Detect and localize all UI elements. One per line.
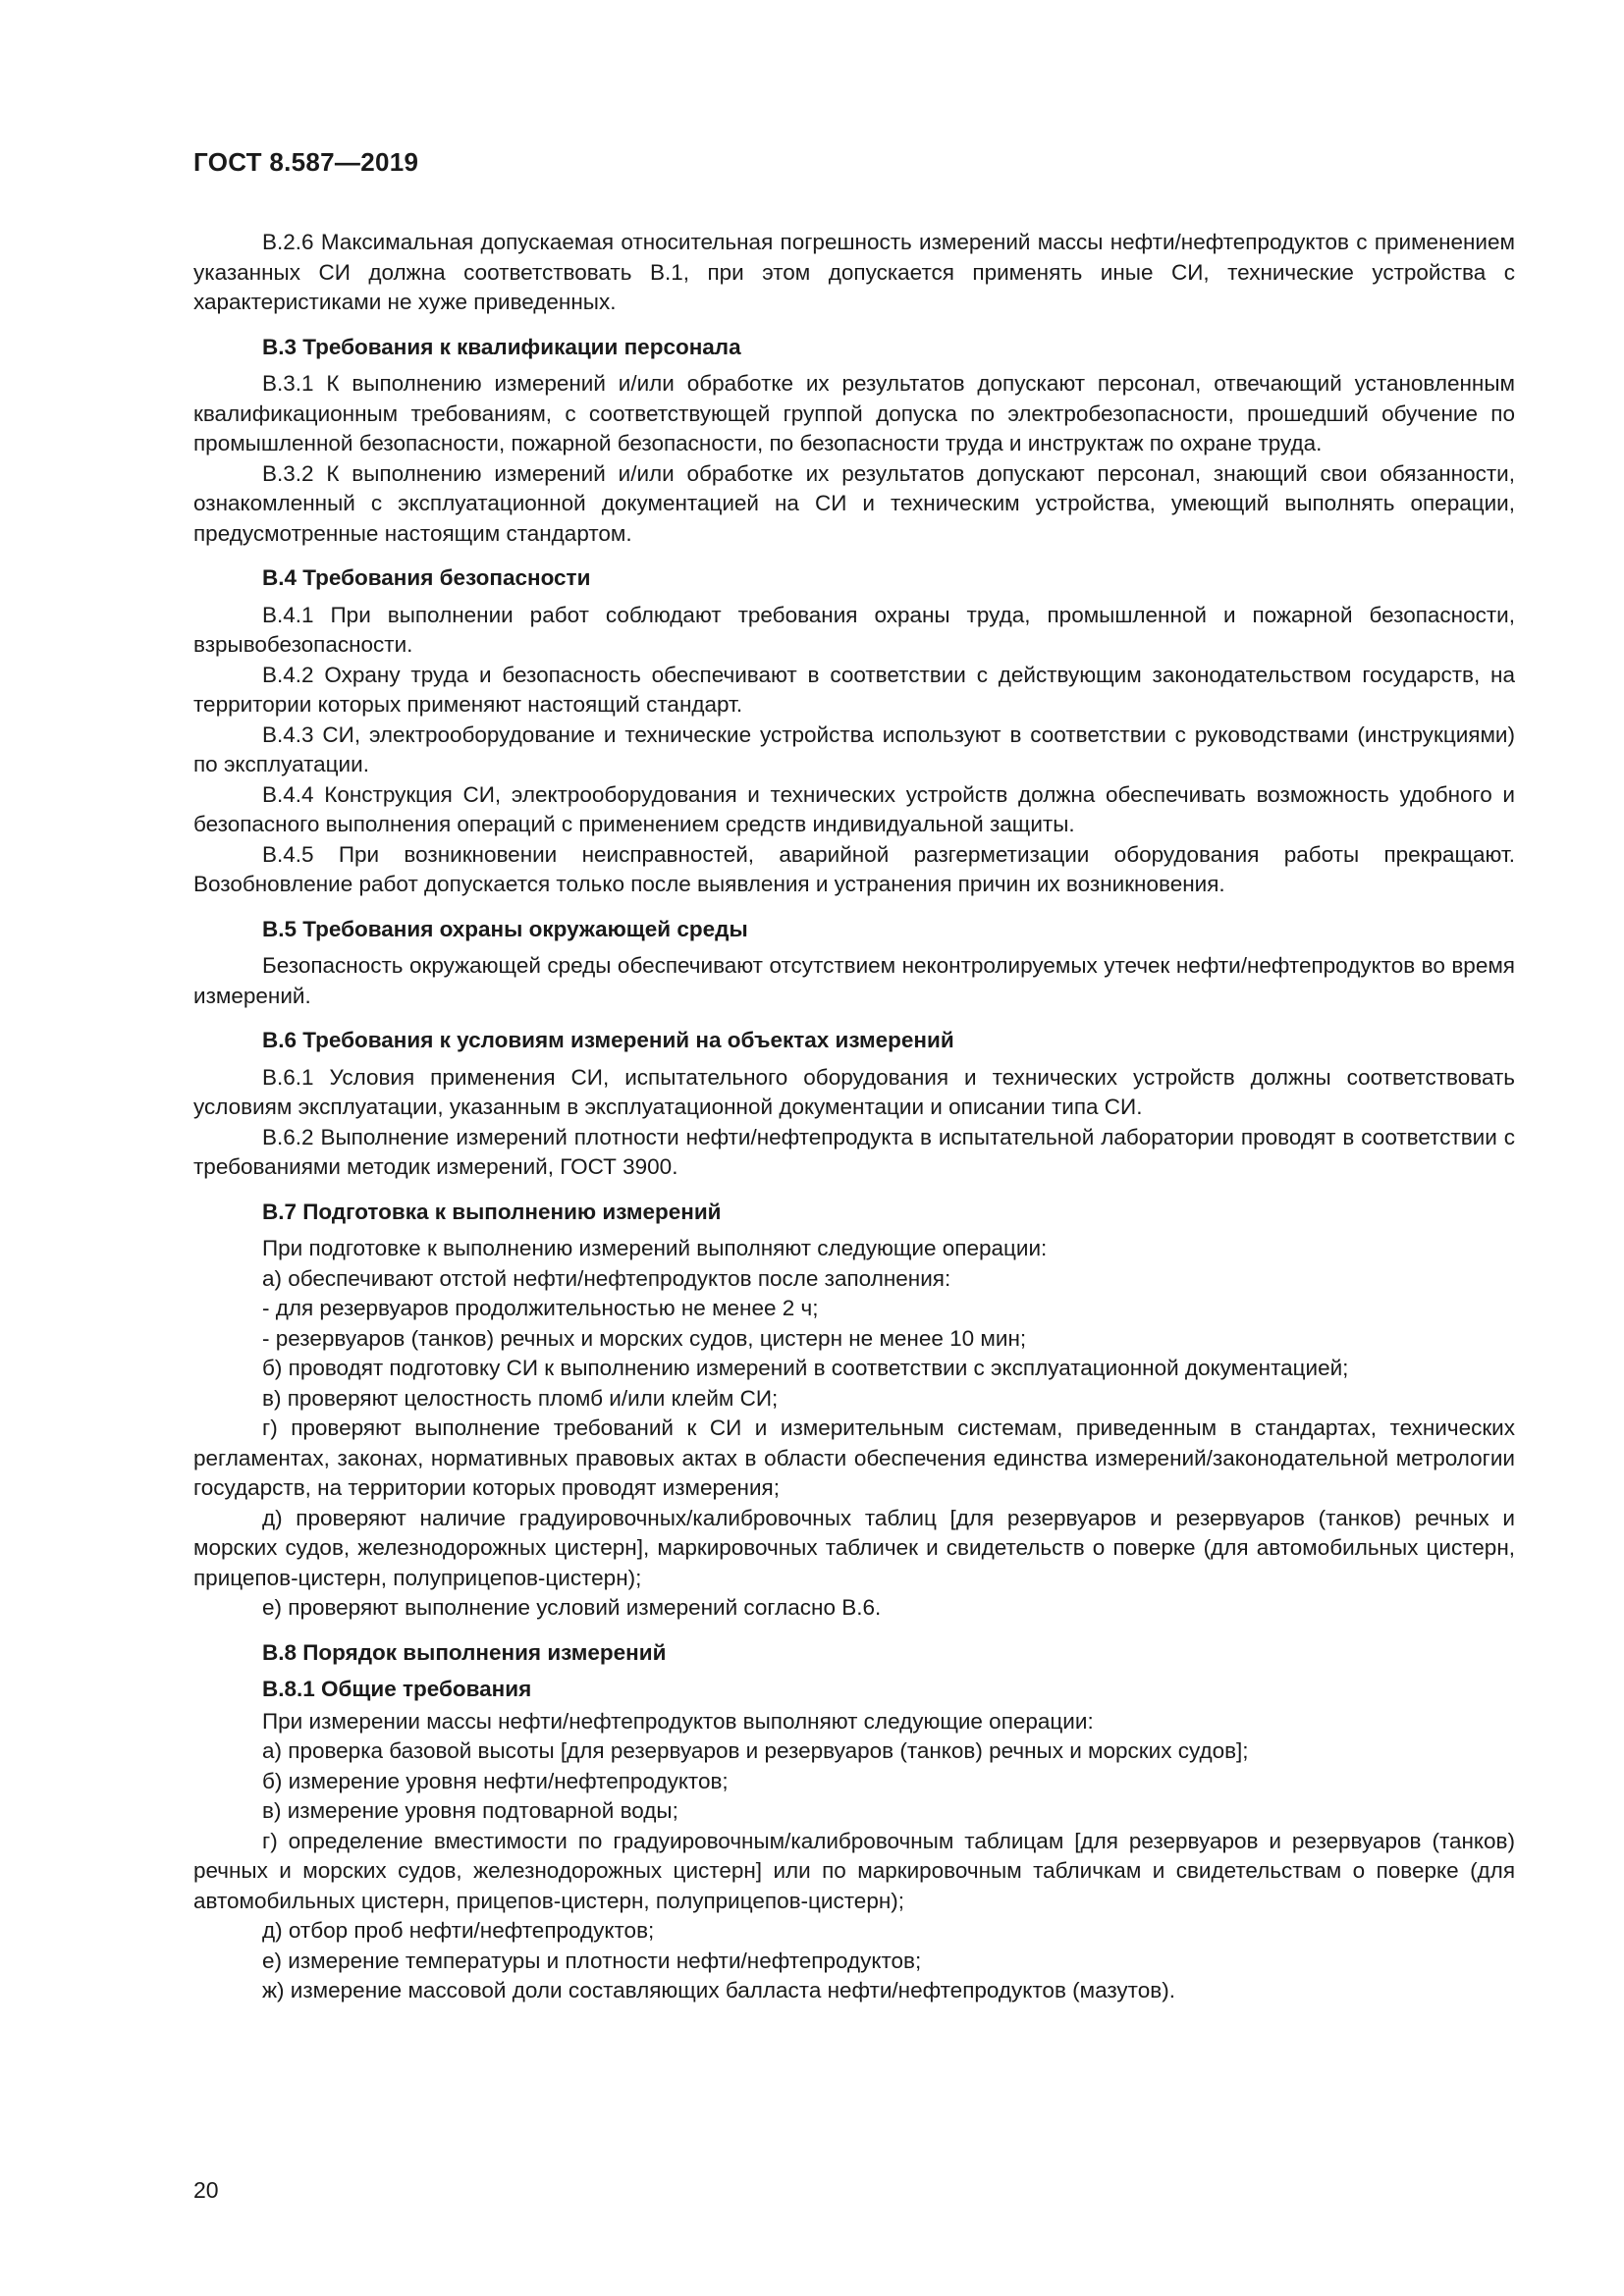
list-item-b-7-v: в) проверяют целостность пломб и/или клейм СИ; <box>262 1385 779 1411</box>
section-heading-b-3: В.3 Требования к квалификации персонала <box>262 334 741 359</box>
list-item-b-7-a-1: - для резервуаров продолжительностью не менее 2 ч; <box>262 1296 819 1320</box>
document-body <box>193 228 1515 2006</box>
paragraph-b-5: Безопасность окружающей среды обеспечивают отсутствием неконтролируемых утечек нефти/нефтепродуктов во время измерений. <box>193 953 1515 1008</box>
paragraph-b-4-1: В.4.1 При выполнении работ соблюдают требования охраны труда, промышленной и пожарной безопасности, взрывобезопасности. <box>193 602 1515 657</box>
list-item-b-7-g: г) проверяют выполнение требований к СИ и измерительным системам, приведенным в стандартах, технических регламентах, законах, нормативных правовых актах в области обеспечения единства измерений/законодательной метрологии государств, на территории которых проводят измерения; <box>193 1415 1515 1500</box>
list-item-b-8-1-d: д) отбор проб нефти/нефтепродуктов; <box>262 1918 655 1943</box>
paragraph-b-6-2: В.6.2 Выполнение измерений плотности нефти/нефтепродукта в испытательной лаборатории проводят в соответствии с требованиями методик измерений, ГОСТ 3900. <box>193 1124 1515 1179</box>
list-item-b-8-1-b: б) измерение уровня нефти/нефтепродуктов; <box>262 1768 729 1793</box>
section-heading-b-5: В.5 Требования охраны окружающей среды <box>262 916 748 941</box>
list-item-b-8-1-v: в) измерение уровня подтоварной воды; <box>262 1798 678 1823</box>
list-item-b-8-1-g: г) определение вместимости по градуировочным/калибровочным таблицам [для резервуаров и резервуаров (танков) речных и морских судов, железнодорожных цистерн] или по маркировочным табличкам и свидетельствам о поверке (для автомобильных цистерн, прицепов-цистерн, полуприцепов-цистерн); <box>193 1828 1515 1913</box>
list-item-b-7-b: б) проводят подготовку СИ к выполнению измерений в соответствии с эксплуатационной документацией; <box>262 1356 1349 1380</box>
list-item-b-7-a: а) обеспечивают отстой нефти/нефтепродуктов после заполнения: <box>262 1265 951 1291</box>
list-item-b-7-e: е) проверяют выполнение условий измерений согласно В.6. <box>262 1595 882 1620</box>
section-heading-b-4: В.4 Требования безопасности <box>262 565 591 590</box>
paragraph-b-4-3: В.4.3 СИ, электрооборудование и технические устройства используют в соответствии с руководствами (инструкциями) по эксплуатации. <box>193 721 1515 776</box>
paragraph-b-4-2: В.4.2 Охрану труда и безопасность обеспечивают в соответствии с действующим законодательством государств, на территории которых применяют настоящий стандарт. <box>193 662 1515 717</box>
paragraph-b-6-1: В.6.1 Условия применения СИ, испытательного оборудования и технических устройств должны соответствовать условиям эксплуатации, указанным в эксплуатационной документации и описании типа СИ. <box>193 1064 1515 1119</box>
paragraph-b-4-5: В.4.5 При возникновении неисправностей, аварийной разгерметизации оборудования работы прекращают. Возобновление работ допускается только после выявления и устранения причин их возникновения. <box>193 841 1515 896</box>
list-item-b-7-a-2: - резервуаров (танков) речных и морских судов, цистерн не менее 10 мин; <box>262 1325 1027 1351</box>
paragraph-b-3-1: В.3.1 К выполнению измерений и/или обработке их результатов допускают персонал, отвечающий установленным квалификационным требованиям, с соответствующей группой допуска по электробезопасности, прошедший обучение по промышленной безопасности, пожарной безопасности, по безопасности труда и инструктаж по охране труда. <box>193 371 1515 455</box>
paragraph-b-8-1-intro: При измерении массы нефти/нефтепродуктов выполняют следующие операции: <box>262 1708 1094 1734</box>
paragraph-b-4-4: В.4.4 Конструкция СИ, электрооборудования и технических устройств должна обеспечивать возможность удобного и безопасного выполнения операций с применением средств индивидуальной защиты. <box>193 781 1515 836</box>
list-item-b-8-1-e: е) измерение температуры и плотности нефти/нефтепродуктов; <box>262 1948 922 1973</box>
list-item-b-8-1-zh: ж) измерение массовой доли составляющих балласта нефти/нефтепродуктов (мазутов). <box>262 1978 1175 2002</box>
page-number: 20 <box>193 2177 219 2203</box>
paragraph-b-2-6: В.2.6 Максимальная допускаемая относительная погрешность измерений массы нефти/нефтепродуктов с применением указанных СИ должна соответствовать В.1, при этом допускается применять иные СИ, технические устройства с характеристиками не хуже приведенных. <box>193 230 1515 314</box>
section-heading-b-7: В.7 Подготовка к выполнению измерений <box>262 1199 722 1224</box>
section-heading-b-6: В.6 Требования к условиям измерений на объектах измерений <box>262 1028 954 1052</box>
document-header: ГОСТ 8.587—2019 <box>193 147 419 177</box>
list-item-b-8-1-a: а) проверка базовой высоты [для резервуаров и резервуаров (танков) речных и морских судов]; <box>262 1738 1249 1763</box>
list-item-b-7-d: д) проверяют наличие градуировочных/калибровочных таблиц [для резервуаров и резервуаров (танков) речных и морских судов, железнодорожных цистерн], маркировочных табличек и свидетельств о поверке (для автомобильных цистерн, прицепов-цистерн, полуприцепов-цистерн); <box>193 1505 1515 1590</box>
section-heading-b-8: В.8 Порядок выполнения измерений <box>262 1639 667 1665</box>
paragraph-b-3-2: В.3.2 К выполнению измерений и/или обработке их результатов допускают персонал, знающий свои обязанности, ознакомленный с эксплуатационной документацией на СИ и техническим устройства, умеющий выполнять операции, предусмотренные настоящим стандартом. <box>193 460 1515 546</box>
subsection-heading-b-8-1: В.8.1 Общие требования <box>262 1677 532 1701</box>
paragraph-b-7-intro: При подготовке к выполнению измерений выполняют следующие операции: <box>262 1236 1048 1260</box>
